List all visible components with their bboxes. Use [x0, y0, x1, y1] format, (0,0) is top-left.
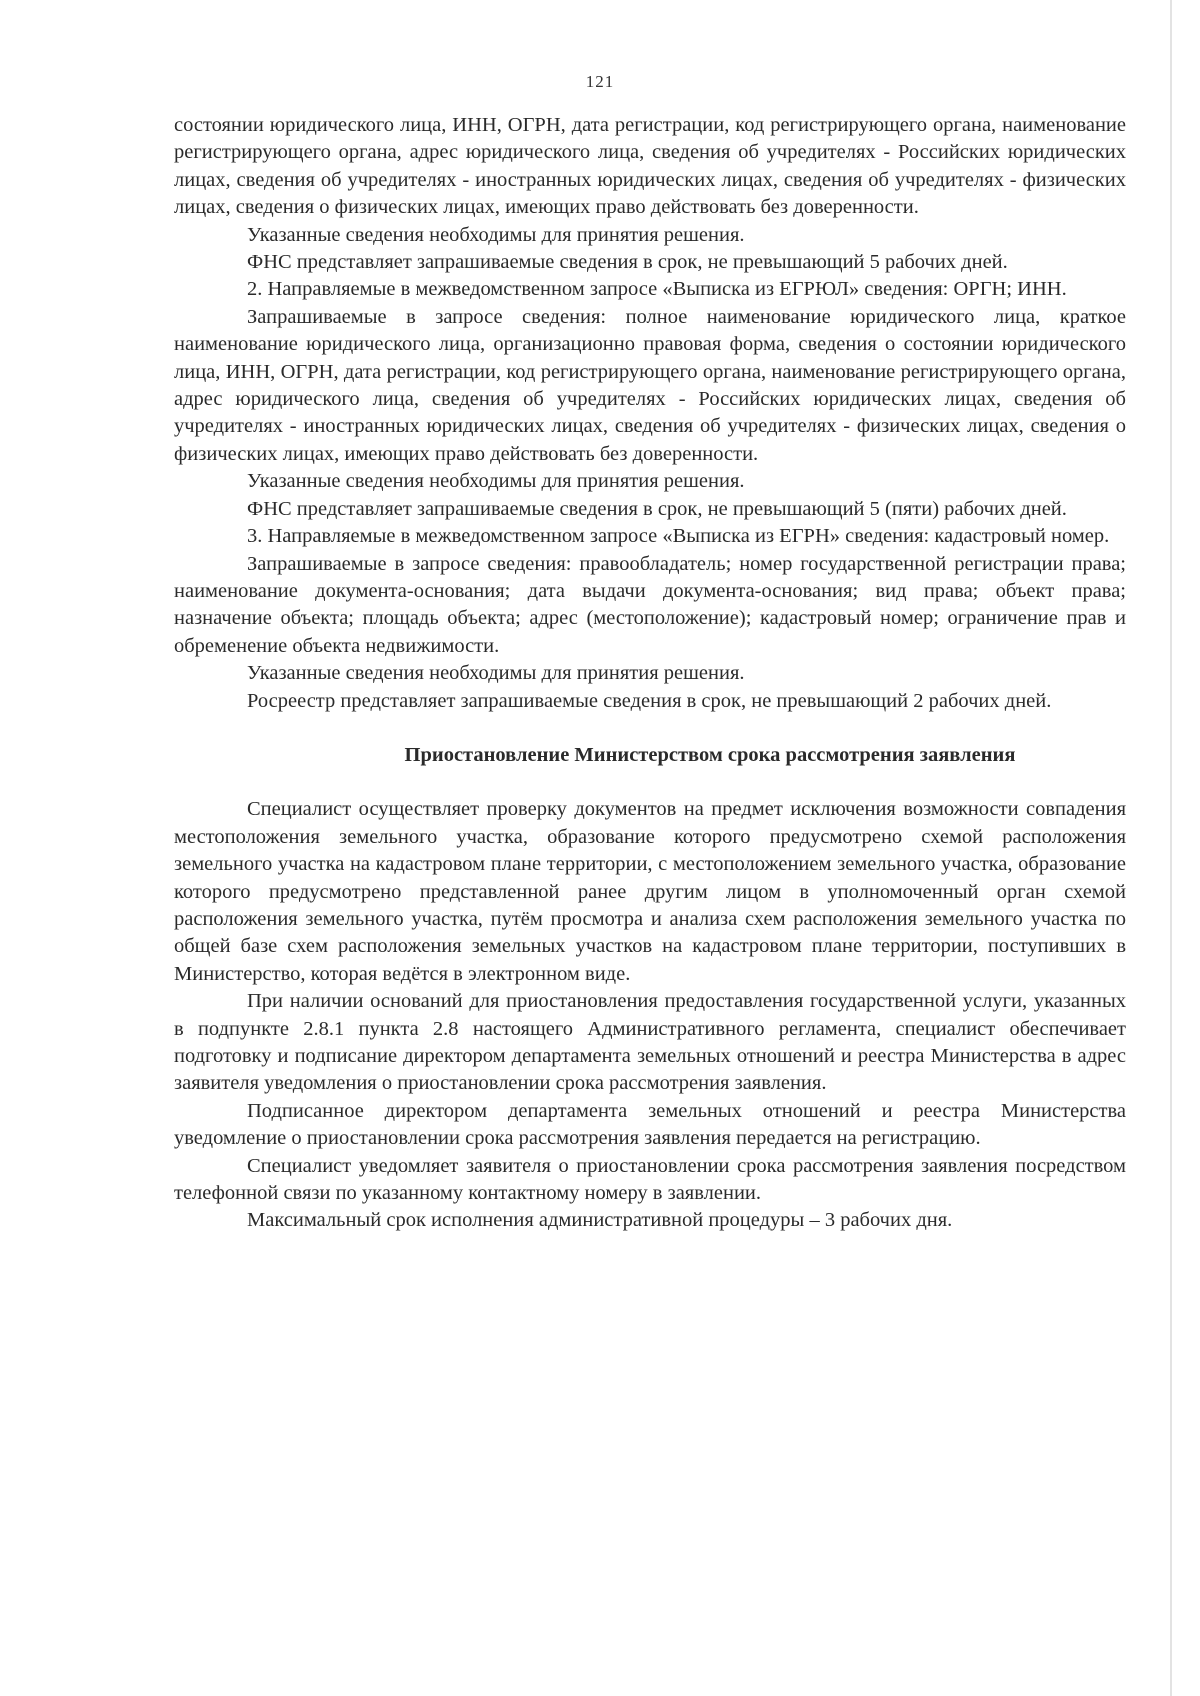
- paragraph: Указанные сведения необходимы для принятия решения.: [247, 662, 745, 685]
- section-heading: Приостановление Министерством срока рассмотрения заявления: [404, 743, 1016, 766]
- document-body: [174, 112, 1126, 1235]
- paragraph: Росреестр представляет запрашиваемые сведения в срок, не превышающий 2 рабочих дней.: [247, 689, 1052, 712]
- paragraph: ФНС представляет запрашиваемые сведения в срок, не превышающий 5 (пяти) рабочих дней.: [247, 497, 1067, 520]
- paragraph: Указанные сведения необходимы для принятия решения.: [247, 470, 745, 493]
- paragraph: Запрашиваемые в запросе сведения: правообладатель; номер государственной регистрации права; наименование документа-основания; дата выдачи документа-основания; вид права; объект права; назначение объекта; площадь объекта; адрес (местоположение); кадастровый номер; ограничение прав и обременение объекта недвижимости.: [174, 552, 1126, 657]
- scan-edge-line: [1170, 0, 1172, 1696]
- section-paragraph: При наличии оснований для приостановления предоставления государственной услуги, указанных в подпункте 2.8.1 пункта 2.8 настоящего Административного регламента, специалист обеспечивает подготовку и подписание директором департамента земельных отношений и реестра Министерства в адрес заявителя уведомления о приостановлении срока рассмотрения заявления.: [174, 990, 1126, 1095]
- paragraph: ФНС представляет запрашиваемые сведения в срок, не превышающий 5 рабочих дней.: [247, 251, 1008, 274]
- paragraph: Запрашиваемые в запросе сведения: полное наименование юридического лица, краткое наименование юридического лица, организационно правовая форма, сведения о состоянии юридического лица, ИНН, ОГРН, дата регистрации, код регистрирующего органа, наименование регистрирующего органа, адрес юридического лица, сведения об учредителях - Российских юридических лицах, сведения об учредителях - иностранных юридических лицах, сведения об учредителях - физических лицах, сведения о физических лицах, имеющих право действовать без доверенности.: [174, 305, 1126, 465]
- section-paragraph: Подписанное директором департамента земельных отношений и реестра Министерства уведомление о приостановлении срока рассмотрения заявления передается на регистрацию.: [174, 1099, 1126, 1150]
- section-paragraph: Специалист уведомляет заявителя о приостановлении срока рассмотрения заявления посредством телефонной связи по указанному контактному номеру в заявлении.: [174, 1154, 1126, 1205]
- list-item-2: 2. Направляемые в межведомственном запросе «Выписка из ЕГРЮЛ» сведения: ОРГН; ИНН.: [247, 278, 1067, 301]
- list-item-3: 3. Направляемые в межведомственном запросе «Выписка из ЕГРН» сведения: кадастровый номер.: [247, 525, 1110, 548]
- paragraph-continued: состоянии юридического лица, ИНН, ОГРН, дата регистрации, код регистрирующего органа, наименование регистрирующего органа, адрес юридического лица, сведения об учредителях - Российских юридических лицах, сведения об учредителях - иностранных юридических лицах, сведения об учредителях - физических лицах, сведения о физических лицах, имеющих право действовать без доверенности.: [174, 114, 1126, 219]
- section-paragraph: Специалист осуществляет проверку документов на предмет исключения возможности совпадения местоположения земельного участка, образование которого предусмотрено схемой расположения земельного участка на кадастровом плане территории, с местоположением земельного участка, образование которого предусмотрено представленной ранее другим лицом в уполномоченный орган схемой расположения земельного участка, путём просмотра и анализа схем расположения земельного участка по общей базе схем расположения земельных участков на кадастровом плане территории, поступивших в Министерство, которая ведётся в электронном виде.: [174, 798, 1126, 985]
- section-paragraph: Максимальный срок исполнения административной процедуры – 3 рабочих дня.: [247, 1209, 953, 1232]
- paragraph: Указанные сведения необходимы для принятия решения.: [247, 223, 745, 246]
- page-number: 121: [585, 72, 615, 91]
